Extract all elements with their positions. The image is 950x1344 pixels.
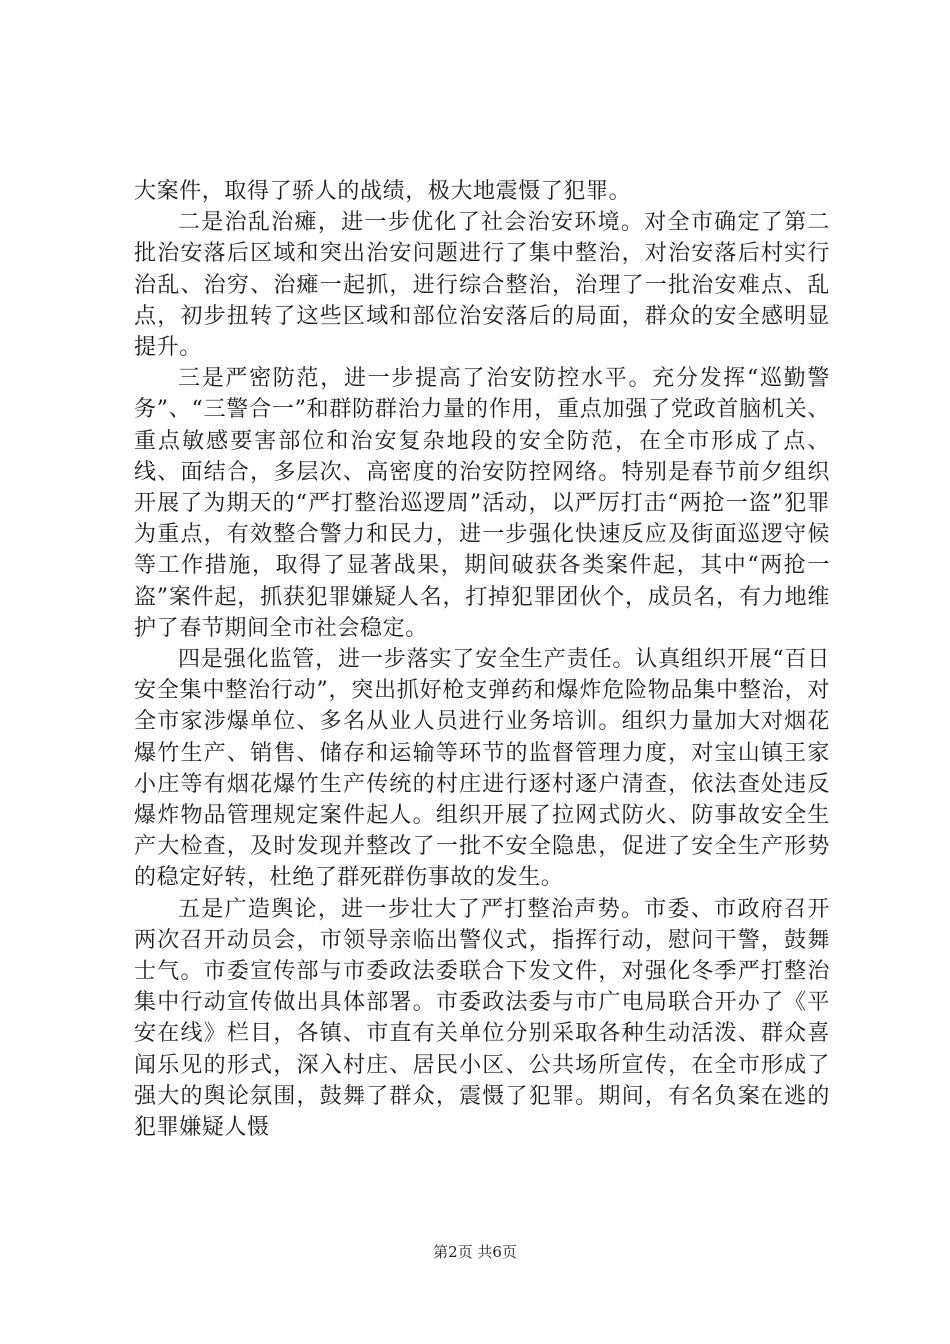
paragraph-5: 五是广造舆论，进一步壮大了严打整治声势。市委、市政府召开两次召开动员会，市领导亲临出警仪式，指挥行动，慰问干警，鼓舞士气。市委宣传部与市委政法委联合下发文件，对强化冬季严打整治集中行动宣传做出具体部署。市委政法委与市广电局联合开办了《平安在线》栏目，各镇、市直有关单位分别采取各种生动活泼、群众喜闻乐见的形式，深入村庄、居民小区、公共场所宣传，在全市形成了强大的舆论氛围，鼓舞了群众，震慑了犯罪。期间，有名负案在逃的犯罪嫌疑人慑 (134, 896, 830, 1141)
paragraph-1: 大案件，取得了骄人的战绩，极大地震慑了犯罪。 (134, 179, 632, 204)
document-body (134, 176, 830, 1143)
paragraph-2: 二是治乱治瘫，进一步优化了社会治安环境。对全市确定了第二批治安落后区域和突出治安问题进行了集中整治，对治安落后村实行治乱、治穷、治瘫一起抓，进行综合整治，治理了一批治安难点、乱点，初步扭转了这些区域和部位治安落后的局面，群众的安全感明显提升。 (134, 210, 830, 361)
paragraph-3: 三是严密防范，进一步提高了治安防控水平。充分发挥“巡勤警务”、“三警合一”和群防群治力量的作用，重点加强了党政首脑机关、重点敏感要害部位和治安复杂地段的安全防范，在全市形成了点、线、面结合，多层次、高密度的治安防控网络。特别是春节前夕组织开展了为期天的“严打整治巡逻周”活动，以严厉打击“两抢一盗”犯罪为重点，有效整合警力和民力，进一步强化快速反应及街面巡逻守候等工作措施，取得了显著战果，期间破获各类案件起，其中“两抢一盗”案件起，抓获犯罪嫌疑人名，打掉犯罪团伙个，成员名，有力地维护了春节期间全市社会稳定。 (134, 366, 830, 641)
paragraph-4: 四是强化监管，进一步落实了安全生产责任。认真组织开展“百日安全集中整治行动”，突出抓好枪支弹药和爆炸危险物品集中整治，对全市家涉爆单位、多名从业人员进行业务培训。组织力量加大对烟花爆竹生产、销售、储存和运输等环节的监督管理力度，对宝山镇王家小庄等有烟花爆竹生产传统的村庄进行逐村逐户清查，依法查处违反爆炸物品管理规定案件起人。组织开展了拉网式防火、防事故安全生产大检查，及时发现并整改了一批不安全隐患，促进了安全生产形势的稳定好转，杜绝了群死群伤事故的发生。 (134, 647, 830, 891)
page-number-footer: 第2页 共6页 (433, 1243, 517, 1261)
